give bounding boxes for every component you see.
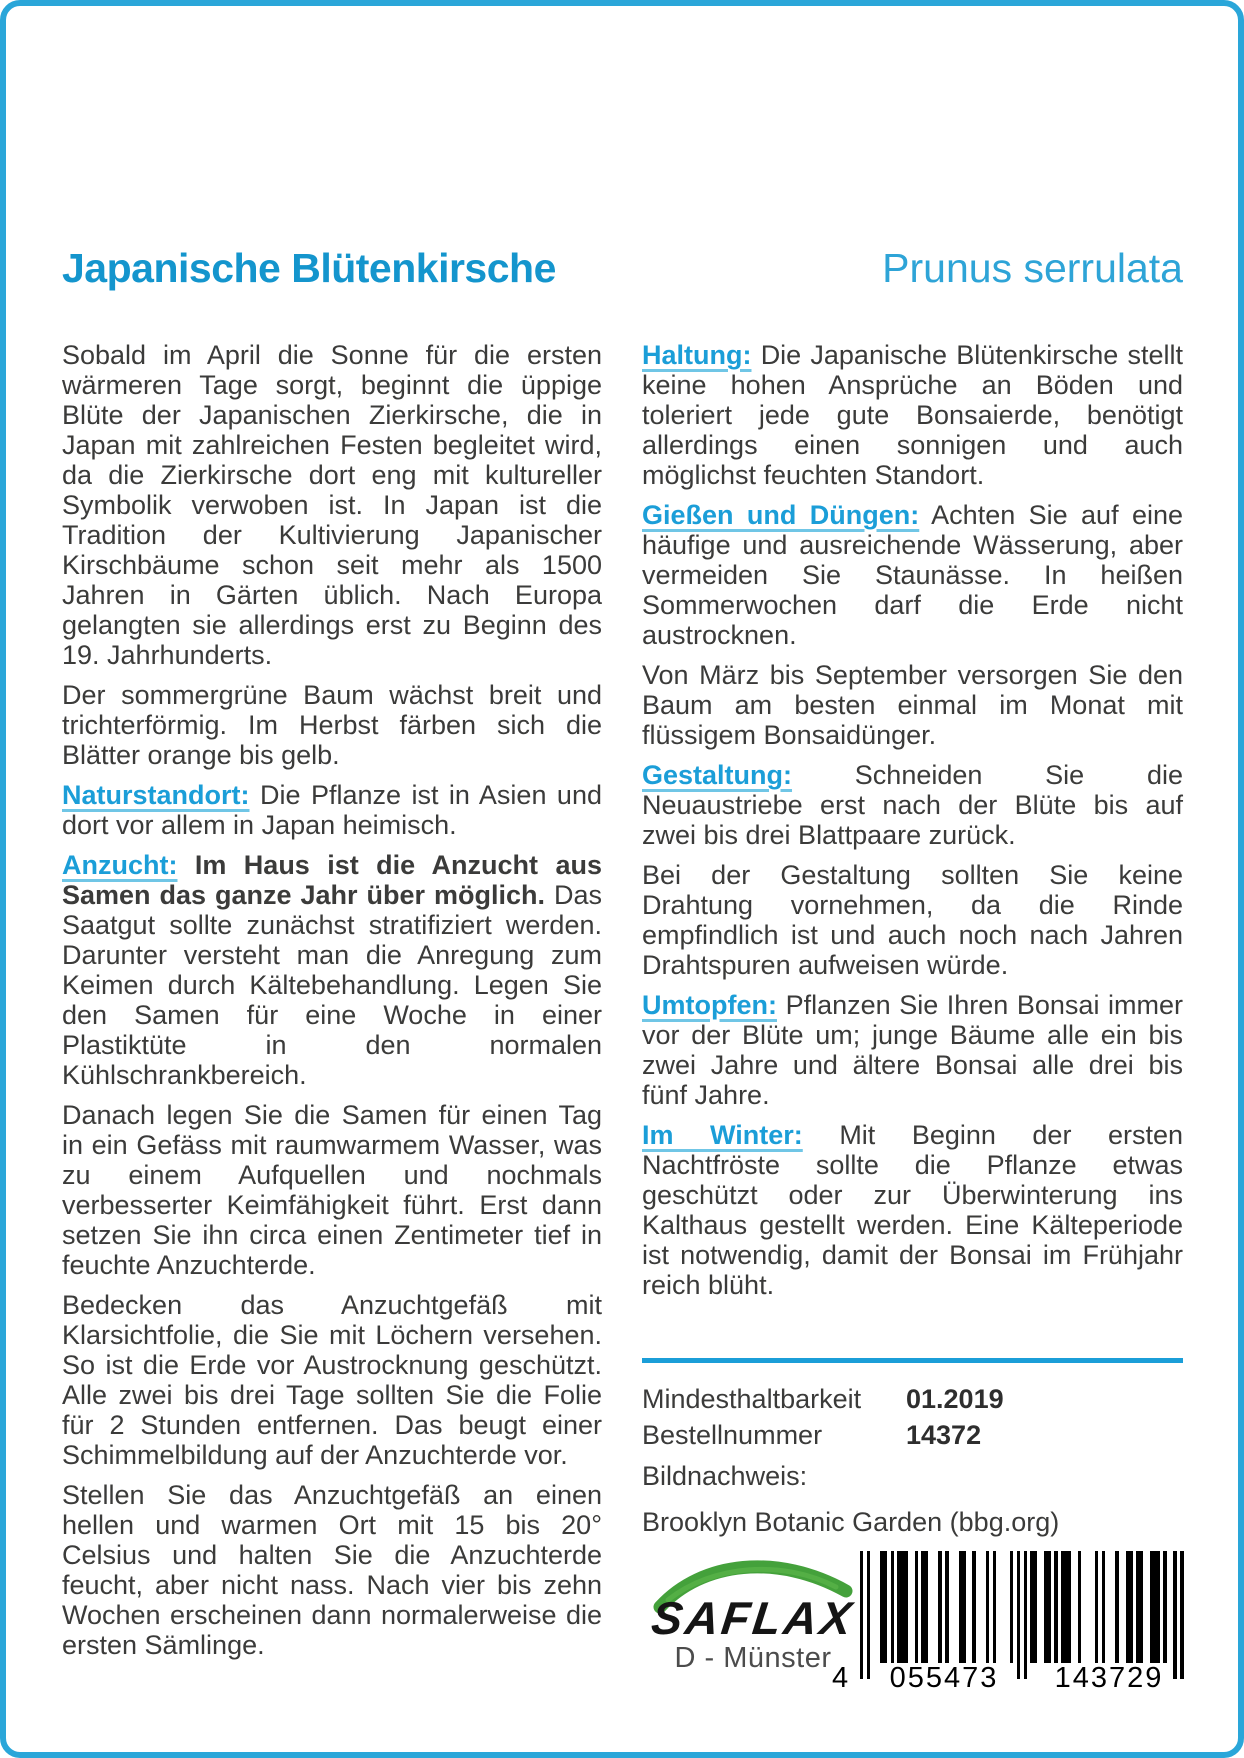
soaking-paragraph bbox=[62, 1100, 602, 1280]
paragraph-text: Bedecken das Anzuchtgefäß mit Klarsichtfolie, die Sie mit Löchern versehen. So ist die Erde vor Austrocknung geschützt. Alle zwei bis drei Tage sollten Sie die Folie für 2 Stunden entfernen. Das beugt einer Schimmelbildung auf der Anzuchterde vor. bbox=[62, 1290, 602, 1470]
barcode-bars bbox=[860, 1551, 1183, 1679]
section-giessen-duengen bbox=[642, 500, 1183, 650]
section-heading: Im Winter: bbox=[642, 1120, 803, 1150]
paragraph-text: Sobald im April die Sonne für die ersten wärmeren Tage sorgt, beginnt die üppige Blüte der Japanischen Zierkirsche, die in Japan mit zahlreichen Festen begleitet wird, da die Zierkirsche dort eng mit kultureller Symbolik verwoben ist. In Japan ist die Tradition der Kultivierung Japanischer Kirschbäume schon seit mehr als 1500 Jahren in Gärten üblich. Nach Europa gelangten sie allerdings erst zu Beginn des 19. Jahrhunderts. bbox=[62, 340, 602, 670]
meta-row-shelf-life bbox=[642, 1381, 1183, 1417]
product-meta bbox=[642, 1381, 1183, 1453]
paragraph-text: Mit Beginn der ersten Nachtfröste sollte die Pflanze etwas geschützt oder zur Überwinterung ins Kalthaus gestellt werden. Eine Kälteperiode ist notwendig, damit der Bonsai im Frühjahr reich blüht. bbox=[642, 1120, 1183, 1300]
barcode-digit-group: 143729 bbox=[1054, 1662, 1164, 1694]
barcode-digits bbox=[832, 1662, 1183, 1697]
section-anzucht bbox=[62, 850, 602, 1090]
latin-name: Prunus serrulata bbox=[882, 245, 1183, 291]
section-heading: Anzucht: bbox=[62, 850, 178, 880]
section-gestaltung bbox=[642, 760, 1183, 850]
section-umtopfen bbox=[642, 990, 1183, 1110]
paragraph-text: Danach legen Sie die Samen für einen Tag in ein Gefäss mit raumwarmem Wasser, was zu einem Aufquellen und nochmals verbesserter Keimfähigkeit führt. Erst dann setzen Sie ihn circa einen Zentimeter tief in feuchte Anzuchterde. bbox=[62, 1100, 602, 1280]
brand-name: SAFLAX bbox=[648, 1592, 858, 1644]
left-column bbox=[62, 340, 602, 1703]
intro-paragraph bbox=[62, 340, 602, 670]
section-heading: Naturstandort: bbox=[62, 780, 250, 810]
fertilizing-paragraph bbox=[642, 660, 1183, 750]
section-im-winter bbox=[642, 1120, 1183, 1300]
divider-line bbox=[642, 1358, 1183, 1363]
paragraph-text: Bei der Gestaltung sollten Sie keine Drahtung vornehmen, da die Rinde empfindlich ist und auch noch nach Jahren Drahtspuren aufweisen würde. bbox=[642, 860, 1183, 980]
paragraph-text: Schneiden Sie die Neuaustriebe erst nach der Blüte bis auf zwei bis drei Blattpaare zurück. bbox=[642, 760, 1183, 850]
meta-label: Mindesthaltbarkeit bbox=[642, 1384, 862, 1414]
meta-value: 14372 bbox=[906, 1420, 982, 1450]
wiring-paragraph bbox=[642, 860, 1183, 980]
section-haltung bbox=[642, 340, 1183, 490]
paragraph-text: Das Saatgut sollte zunächst stratifiziert werden. Darunter versteht man die Anregung zum Keimen durch Kältebehandlung. Legen Sie den Samen für eine Woche in einer Plastiktüte in den normalen Kühlschrankbereich. bbox=[62, 880, 602, 1090]
paragraph-text: Stellen Sie das Anzuchtgefäß an einen hellen und warmen Ort mit 15 bis 20° Celsius und halten Sie die Anzuchterde feucht, aber nicht nass. Nach vier bis zehn Wochen erscheinen dann normalerweise die ersten Sämlinge. bbox=[62, 1480, 602, 1660]
saflax-logo bbox=[646, 1551, 860, 1673]
growth-paragraph bbox=[62, 680, 602, 770]
section-naturstandort bbox=[62, 780, 602, 840]
bold-lead-text: Im Haus ist die Anzucht aus Samen das ganze Jahr über möglich. bbox=[62, 850, 602, 910]
barcode bbox=[832, 1551, 1183, 1703]
barcode-digit-group: 055473 bbox=[889, 1662, 999, 1694]
page-title: Japanische Blütenkirsche bbox=[62, 245, 556, 291]
paragraph-text: Pflanzen Sie Ihren Bonsai immer vor der Blüte um; junge Bäume alle ein bis zwei Jahre und ältere Bonsai alle drei bis fünf Jahre. bbox=[642, 990, 1183, 1110]
paragraph-text: Achten Sie auf eine häufige und ausreichende Wässerung, aber vermeiden Sie Staunässe. In heißen Sommerwochen darf die Erde nicht austrocknen. bbox=[642, 500, 1184, 650]
section-heading: Gießen und Düngen: bbox=[642, 500, 920, 530]
photo-credit-label: Bildnachweis: bbox=[642, 1461, 808, 1491]
footer-row bbox=[642, 1551, 1183, 1703]
placement-paragraph bbox=[62, 1480, 602, 1660]
brand-city: D - Münster bbox=[674, 1642, 832, 1674]
meta-value: 01.2019 bbox=[906, 1384, 1004, 1414]
cover-paragraph bbox=[62, 1290, 602, 1470]
header bbox=[62, 246, 1183, 290]
paragraph-text: Der sommergrüne Baum wächst breit und trichterförmig. Im Herbst färben sich die Blätter orange bis gelb. bbox=[62, 680, 602, 770]
content-columns bbox=[62, 340, 1183, 1703]
barcode-digit-group: 4 bbox=[832, 1662, 849, 1694]
photo-credit-value: Brooklyn Botanic Garden (bbg.org) bbox=[642, 1507, 1060, 1537]
right-column bbox=[642, 340, 1183, 1703]
section-heading: Umtopfen: bbox=[642, 990, 777, 1020]
barcode-bar bbox=[1180, 1551, 1183, 1679]
paragraph-text: Die Pflanze ist in Asien und dort vor allem in Japan heimisch. bbox=[62, 780, 602, 840]
paragraph-text: Die Japanische Blütenkirsche stellt keine hohen Ansprüche an Böden und toleriert jede gute Bonsaierde, benötigt allerdings einen sonnigen und auch möglichst feuchten Standort. bbox=[642, 340, 1183, 490]
meta-label: Bestellnummer bbox=[642, 1420, 823, 1450]
meta-row-order-number bbox=[642, 1417, 1183, 1453]
section-heading: Gestaltung: bbox=[642, 760, 793, 790]
section-heading: Haltung: bbox=[642, 340, 752, 370]
paragraph-text: Von März bis September versorgen Sie den Baum am besten einmal im Monat mit flüssigem Bonsaidünger. bbox=[642, 660, 1183, 750]
